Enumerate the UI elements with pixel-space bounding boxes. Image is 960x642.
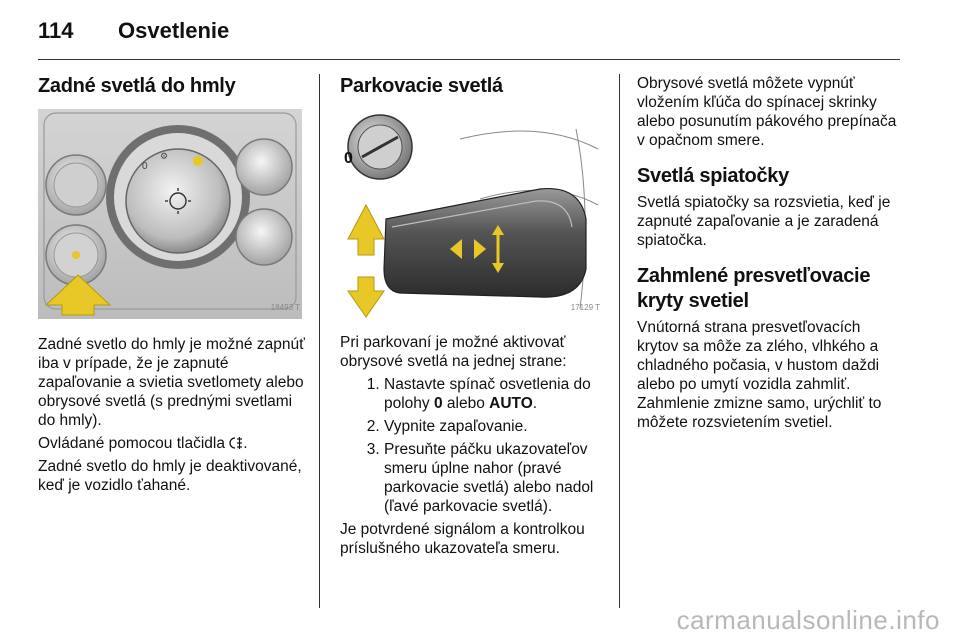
- column-parking-lights: [340, 74, 606, 562]
- watermark: carmanualsonline.info: [676, 605, 940, 635]
- column-reverse-fog-covers: [637, 74, 905, 436]
- list-item: 1. Nastavte spínač osvetlenia do polohy 0 alebo AUTO.: [384, 375, 606, 413]
- column-rear-fog: [38, 74, 306, 499]
- paragraph-fogged-covers: Vnútorná strana presvetľovacích krytov sa môže za zlého, vlhkého a chladného počasia, v hustom daždi alebo po umytí vozidla zahmliť. Zahmlenie zmizne samo, urýchliť to môžete rozsvietením svetiel.: [637, 319, 882, 431]
- paragraph-fog-info: Zadné svetlo do hmly je možné zapnúť iba v prípade, že je zapnuté zapaľovanie a svietia svetlomety alebo obrysové svetlá (s prednými svetlami do hmly).: [38, 336, 305, 429]
- paragraph-parking-confirm: Je potvrdené signálom a kontrolkou príslušného ukazovateľa smeru.: [340, 521, 585, 557]
- heading-rear-fog: Zadné svetlá do hmly: [38, 75, 236, 97]
- list-item: 2. Vypnite zapaľovanie.: [384, 417, 606, 436]
- figure-indicator-stalk: [340, 109, 602, 319]
- figure-code: 18493 T: [270, 303, 300, 312]
- page-number: 114: [38, 18, 74, 43]
- column-divider-2: [619, 74, 620, 608]
- heading-reverse-lights: Svetlá spiatočky: [637, 165, 789, 187]
- top-rule: [38, 59, 900, 60]
- light-switch-illustration: [38, 109, 302, 319]
- parking-steps-list: [340, 375, 606, 516]
- svg-text:0: 0: [142, 161, 148, 172]
- switch-position-label: 0: [344, 150, 353, 167]
- svg-text:⚙: ⚙: [160, 151, 169, 161]
- paragraph-reverse-lights: Svetlá spiatočky sa rozsvietia, keď je zapnuté zapaľovanie a je zaradená spiatočka.: [637, 194, 891, 249]
- figure-light-switch: [38, 109, 302, 319]
- column-divider-1: [319, 74, 320, 608]
- heading-parking-lights: Parkovacie svetlá: [340, 75, 503, 97]
- paragraph-parking-off: Obrysové svetlá môžete vypnúť vložením kľúča do spínacej skrinky alebo posunutím pákového prepínača v opačnom smere.: [637, 75, 897, 149]
- heading-fogged-covers: Zahmlené presvetľovacie kryty svetiel: [637, 265, 871, 312]
- indicator-stalk-illustration: [340, 109, 602, 319]
- rear-fog-icon: [229, 436, 243, 450]
- list-item: 3. Presuňte páčku ukazovateľov smeru úplne nahor (pravé parkovacie svetlá) alebo nadol (ľavé parkovacie svetlá).: [384, 440, 606, 516]
- paragraph-fog-button: Ovládané pomocou tlačidla .: [38, 435, 248, 452]
- page-title: Osvetlenie: [118, 18, 230, 43]
- paragraph-fog-towing: Zadné svetlo do hmly je deaktivované, keď je vozidlo ťahané.: [38, 458, 302, 494]
- paragraph-parking-intro: Pri parkovaní je možné aktivovať obrysové svetlá na jednej strane:: [340, 334, 567, 370]
- figure-code: 17129 T: [570, 303, 600, 312]
